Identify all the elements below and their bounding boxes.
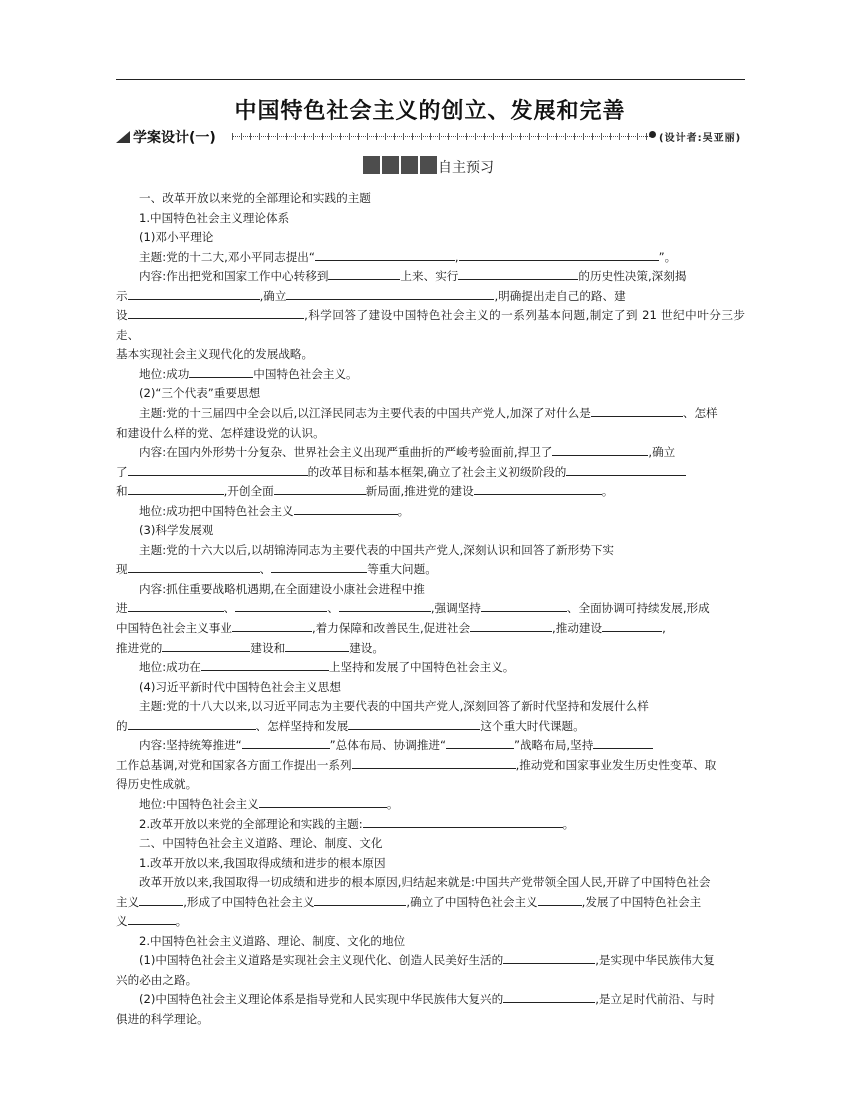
line: 改革开放以来,我国取得一切成绩和进步的根本原因,归结起来就是:中国共产党带领全国人民,开辟了中国特色社会 xyxy=(139,875,711,890)
blank[interactable] xyxy=(591,404,683,417)
blank[interactable] xyxy=(474,482,602,495)
line: 推进党的 建设和 建设。 xyxy=(116,640,384,655)
line: 主题:党的十三届四中全会以后,以江泽民同志为主要代表的中国共产党人,加深了对什么是 、怎样 xyxy=(139,406,718,421)
line: 主题:党的十八大以来,以习近平同志为主要代表的中国共产党人,深刻回答了新时代坚持和发展什么样 xyxy=(139,699,649,714)
section-heading xyxy=(363,156,523,176)
blank[interactable] xyxy=(552,443,648,456)
blank[interactable] xyxy=(128,463,308,476)
line: 一、改革开放以来党的全部理论和实践的主题 xyxy=(139,191,371,205)
line: 内容:作出把党和国家工作中心转移到 上来、实行 的历史性决策,深刻揭 xyxy=(139,269,687,284)
line: 了 的改革目标和基本框架,确立了社会主义初级阶段的 xyxy=(116,463,745,483)
line: 得历史性成就。 xyxy=(116,777,198,792)
dotted-leader xyxy=(232,136,650,137)
triangle-marker-icon xyxy=(116,131,130,143)
blank[interactable] xyxy=(271,560,367,573)
blank[interactable] xyxy=(470,619,552,632)
line: 主题:党的十二大,邓小平同志提出“ , ”。 xyxy=(139,249,677,264)
blank[interactable] xyxy=(128,482,224,495)
blank[interactable] xyxy=(503,990,595,1003)
heading-blocks-icon xyxy=(363,156,437,174)
line: 中国特色社会主义事业 ,着力保障和改善民生,促进社会 ,推动建设 , xyxy=(116,621,666,636)
line: 设 ,科学回答了建设中国特色社会主义的一系列基本问题,制定了到 21 世纪中叶分三步走、 xyxy=(116,308,745,342)
line: 现 、 等重大问题。 xyxy=(116,562,437,577)
blank[interactable] xyxy=(363,815,563,828)
blank[interactable] xyxy=(503,951,595,964)
line: 内容:在国内外形势十分复杂、世界社会主义出现严重曲折的严峻考验面前,捍卫了 ,确立 xyxy=(139,445,676,460)
blank[interactable] xyxy=(259,795,387,808)
blank[interactable] xyxy=(286,287,494,300)
blank[interactable] xyxy=(285,639,349,652)
line: 地位:中国特色社会主义 。 xyxy=(139,796,399,811)
blank[interactable] xyxy=(128,306,304,319)
blank[interactable] xyxy=(314,893,406,906)
line: 义 。 xyxy=(116,914,188,929)
designer-credit: (设计者:吴亚丽) xyxy=(659,133,742,144)
line: (1)中国特色社会主义道路是实现社会主义现代化、创造人民美好生活的 ,是实现中华民族伟大复 xyxy=(139,953,715,968)
line: 示 ,确立 ,明确提出走自己的路、建 xyxy=(116,288,626,303)
blank[interactable] xyxy=(593,736,653,749)
line: (3)科学发展观 xyxy=(139,523,214,538)
line: 基本实现社会主义现代化的发展战略。 xyxy=(116,347,314,362)
line: 兴的必由之路。 xyxy=(116,972,198,987)
line: 内容:坚持统筹推进“ ”总体布局、协调推进“ ”战略布局,坚持 xyxy=(116,736,745,756)
line: 2.改革开放以来党的全部理论和实践的主题: 。 xyxy=(139,816,575,831)
blank[interactable] xyxy=(235,599,327,612)
line: 俱进的科学理论。 xyxy=(116,1011,209,1026)
line: 进 、 、 ,强调坚持 、全面协调可持续发展,形成 xyxy=(116,601,710,616)
page-title: 中国特色社会主义的创立、发展和完善 xyxy=(234,99,626,124)
line: 的 、怎样坚持和发展 这个重大时代课题。 xyxy=(116,718,585,733)
blank[interactable] xyxy=(189,365,253,378)
line: 二、中国特色社会主义道路、理论、制度、文化 xyxy=(139,836,383,851)
line: 工作总基调,对党和国家各方面工作提出一系列 ,推动党和国家事业发生历史性变革、取 xyxy=(116,757,717,772)
line: 和 ,开创全面 新局面,推进党的建设 。 xyxy=(116,484,614,499)
line: 地位:成功 中国特色社会主义。 xyxy=(139,366,358,381)
blank[interactable] xyxy=(274,482,366,495)
line: 地位:成功把中国特色社会主义 。 xyxy=(139,503,410,518)
blank[interactable] xyxy=(128,912,176,925)
blank[interactable] xyxy=(315,248,455,261)
section-heading-text: 自主预习 xyxy=(438,160,494,176)
blank[interactable] xyxy=(328,267,400,280)
line: 和建设什么样的党、怎样建设党的认识。 xyxy=(116,425,325,440)
blank[interactable] xyxy=(602,619,662,632)
blank[interactable] xyxy=(566,463,686,476)
line: 内容:抓住重要战略机遇期,在全面建设小康社会进程中推 xyxy=(139,581,425,596)
blank[interactable] xyxy=(242,736,330,749)
top-rule xyxy=(116,79,745,80)
blank[interactable] xyxy=(128,599,224,612)
blank[interactable] xyxy=(352,756,516,769)
line: 2.中国特色社会主义道路、理论、制度、文化的地位 xyxy=(139,933,406,948)
blank[interactable] xyxy=(128,560,260,573)
design-label: 学案设计(一) xyxy=(133,130,216,146)
blank[interactable] xyxy=(339,599,431,612)
blank[interactable] xyxy=(232,619,312,632)
blank[interactable] xyxy=(201,658,329,671)
worksheet-body xyxy=(116,189,745,1030)
line: (2)中国特色社会主义理论体系是指导党和人民实现中华民族伟大复兴的 ,是立足时代前沿、与时 xyxy=(139,992,715,1007)
blank[interactable] xyxy=(294,502,398,515)
dot-end-icon xyxy=(649,131,656,138)
blank[interactable] xyxy=(446,736,514,749)
line: 主义 ,形成了中国特色社会主义 ,确立了中国特色社会主义 ,发展了中国特色社会主 xyxy=(116,894,702,909)
design-header xyxy=(116,128,745,146)
line: (1)邓小平理论 xyxy=(139,230,214,245)
line: 1.改革开放以来,我国取得成绩和进步的根本原因 xyxy=(139,855,386,870)
blank[interactable] xyxy=(459,248,659,261)
blank[interactable] xyxy=(481,599,567,612)
blank[interactable] xyxy=(538,893,582,906)
blank[interactable] xyxy=(458,267,578,280)
line: (2)“三个代表”重要思想 xyxy=(139,386,261,401)
line: 地位:成功在 上坚持和发展了中国特色社会主义。 xyxy=(139,660,515,675)
blank[interactable] xyxy=(128,717,256,730)
line: (4)习近平新时代中国特色社会主义思想 xyxy=(139,679,341,694)
line: 主题:党的十六大以后,以胡锦涛同志为主要代表的中国共产党人,深刻认识和回答了新形势下实 xyxy=(139,542,615,557)
blank[interactable] xyxy=(348,717,480,730)
blank[interactable] xyxy=(162,639,250,652)
blank[interactable] xyxy=(139,893,183,906)
blank[interactable] xyxy=(128,287,260,300)
line: 1.中国特色社会主义理论体系 xyxy=(139,210,290,225)
